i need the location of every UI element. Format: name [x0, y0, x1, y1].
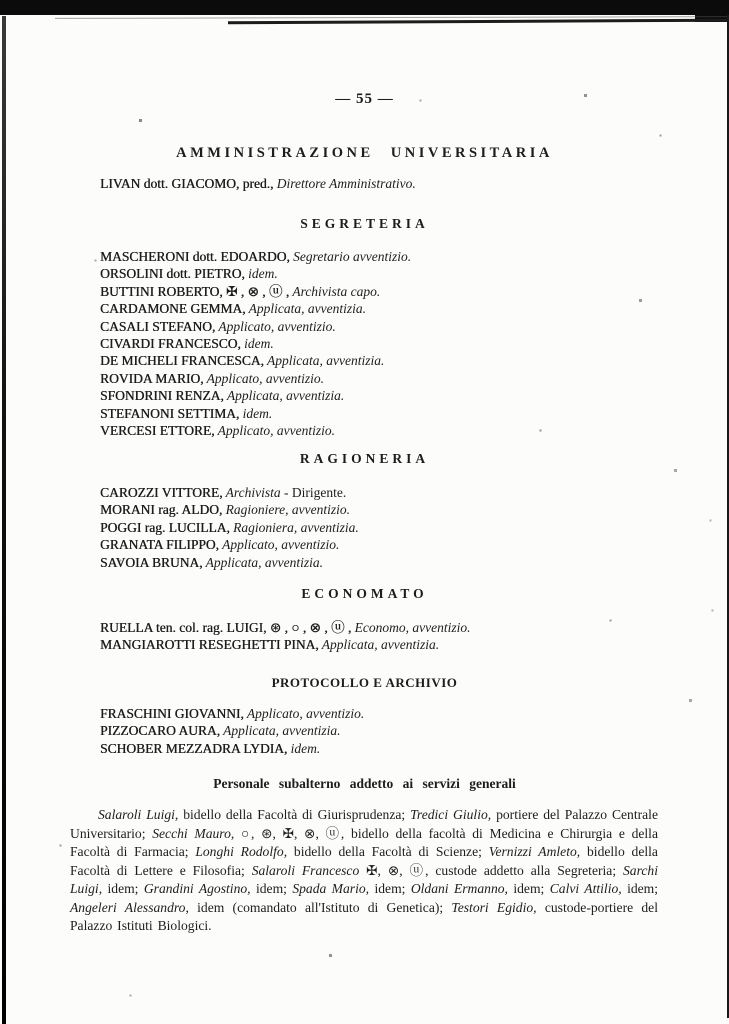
entry-name: POGGI rag. LUCILLA, [100, 519, 230, 535]
directory-entry [100, 387, 411, 404]
entry-name: FRASCHINI GIOVANNI, [100, 706, 244, 721]
entry-name: DE MICHELI FRANCESCA, [100, 353, 264, 369]
scan-top-line-dark [228, 19, 729, 24]
person-name: Secchi Mauro, [152, 825, 235, 841]
entry-role: Applicata, avventizia. [223, 388, 345, 404]
paragraph-text: bidello della Facoltà di Giurisprudenza; [178, 807, 411, 822]
person-name: Calvi Attilio, [549, 881, 622, 896]
person-name: Sarchi Luigi, [70, 862, 658, 896]
directory-entry [100, 370, 411, 387]
person-name: Angeleri Alessandro, [70, 899, 189, 915]
entry-name: RUELLA ten. col. rag. LUIGI, ⊛ , ○ , ⊗ , ⓤ , [100, 620, 352, 635]
entry-name: SFONDRINI RENZA, [100, 388, 224, 404]
entry-role-suffix: - Dirigente. [280, 485, 347, 500]
entry-name: ORSOLINI dott. PIETRO, [100, 266, 245, 282]
directory-entry [100, 501, 359, 518]
paragraph-text: idem; [250, 881, 293, 896]
entry-name: CIVARDI FRANCESCO, [100, 336, 241, 352]
directory-entry [100, 283, 411, 300]
person-name: Testori Egidio, [451, 899, 537, 915]
person-name: Tredici Giulio, [410, 807, 492, 822]
entry-name: ROVIDA MARIO, [100, 370, 204, 386]
directory-entry [100, 318, 411, 335]
directory-entry [100, 352, 411, 369]
person-name: Grandini Agostino, [143, 881, 251, 896]
section-heading-segreteria: SEGRETERIA [300, 216, 429, 231]
directory-entry [100, 619, 470, 636]
directory-entry [100, 248, 411, 265]
paragraph-text: idem; [507, 881, 550, 896]
director-entry [100, 176, 416, 192]
section-heading-protocollo-archivio: PROTOCOLLO E ARCHIVIO [271, 675, 458, 690]
director-name: LIVAN dott. GIACOMO, pred., [100, 176, 274, 191]
entry-role: Archivista [222, 485, 281, 500]
entry-role: Economo, avventizio. [351, 620, 471, 635]
section-entries-segreteria [100, 248, 411, 439]
directory-entry [100, 519, 359, 536]
entry-name: SAVOIA BRUNA, [100, 554, 203, 570]
entry-name: MANGIAROTTI RESEGHETTI PINA, [100, 637, 319, 653]
paragraph-text: portiere del Palazzo Centrale Universitario; [70, 807, 658, 841]
person-name: Salaroli Francesco [251, 862, 360, 878]
scan-left-edge [2, 16, 6, 1024]
directory-entry [100, 335, 411, 352]
directory-entry [100, 740, 364, 757]
entry-name: GRANATA FILIPPO, [100, 537, 219, 553]
entry-name: CASALI STEFANO, [100, 318, 216, 334]
directory-entry [100, 422, 411, 439]
directory-entry [100, 554, 359, 571]
entry-name: CAROZZI VITTORE, [100, 485, 223, 500]
entry-role: Ragioniera, avventizia. [229, 519, 359, 535]
directory-entry [100, 705, 364, 722]
section-heading-ragioneria: RAGIONERIA [299, 451, 430, 466]
person-name: Longhi Rodolfo, [195, 844, 288, 859]
directory-entry [100, 265, 411, 282]
entry-name: MASCHERONI dott. EDOARDO, [100, 249, 290, 264]
entry-name: PIZZOCARO AURA, [100, 723, 221, 739]
paragraph-text: idem; [102, 881, 144, 896]
entry-role: Applicato, avventizio. [215, 318, 336, 334]
director-role: Direttore Amministrativo. [276, 176, 416, 191]
entry-name: MORANI rag. ALDO, [100, 502, 223, 518]
paragraph-text: idem (comandato all'Istituto di Genetica); [188, 899, 452, 915]
paragraph-text: ✠, ⊗, ⓤ, custode addetto alla Segreteria; [359, 862, 623, 878]
entry-role: Applicato, avventizio. [214, 423, 335, 439]
section-entries-protocollo-archivio [100, 705, 364, 757]
person-name: Vernizzi Amleto, [488, 844, 581, 859]
paragraph-text: bidello della Facoltà di Scienze; [287, 844, 489, 859]
entry-role: Applicata, avventizia. [220, 723, 341, 739]
entry-name: STEFANONI SETTIMA, [100, 405, 240, 421]
page-title: AMMINISTRAZIONE UNIVERSITARIA [176, 145, 553, 161]
entry-role: Archivista capo. [289, 283, 381, 299]
directory-entry [100, 300, 411, 317]
subaltern-paragraph [70, 806, 658, 936]
paragraph-text: idem; [621, 881, 659, 896]
section-entries-economato [100, 619, 470, 654]
person-name: Oldani Ermanno, [410, 881, 508, 896]
person-name: Salaroli Luigi, [98, 807, 179, 822]
directory-entry [100, 405, 411, 422]
paragraph-text: idem; [369, 881, 411, 896]
page-number: — 55 — [335, 91, 394, 107]
entry-role: idem. [239, 405, 273, 421]
scan-noise-specks [0, 0, 1, 1]
entry-role: idem. [287, 740, 321, 756]
entry-role: Applicata, avventizia. [263, 353, 385, 369]
section-entries-ragioneria [100, 484, 359, 571]
directory-entry [100, 722, 364, 739]
entry-role: Applicato, avventizio. [203, 370, 324, 386]
directory-entry [100, 484, 359, 501]
entry-name: CARDAMONE GEMMA, [100, 301, 246, 317]
paragraph-text: ○, ⊛, ✠, ⊗, ⓤ, bidello della facoltà di Medicina e Chirurgia e della Facoltà di Farmacia; [70, 825, 658, 859]
directory-entry [100, 636, 470, 653]
entry-role: Segretario avventizio. [289, 249, 412, 264]
entry-name: SCHOBER MEZZADRA LYDIA, [100, 740, 288, 756]
entry-role: Applicato, avventizio. [218, 537, 340, 553]
paragraph-text: bidello della Facoltà di Lettere e Filosofia; [70, 844, 658, 878]
entry-role: Applicata, avventizia. [202, 554, 324, 570]
section-heading-economato: ECONOMATO [301, 586, 428, 601]
entry-role: Applicata, avventizia. [245, 301, 366, 317]
paragraph-text: custode-portiere del Palazzo Istituti Biologici. [70, 899, 658, 933]
entry-role: Applicata, avventizia. [318, 637, 440, 653]
entry-name: VERCESI ETTORE, [100, 423, 215, 439]
entry-role: idem. [240, 336, 274, 352]
directory-entry [100, 536, 359, 553]
entry-role: Applicato, avventizio. [243, 706, 365, 721]
person-name: Spada Mario, [292, 881, 370, 896]
entry-role: Ragioniere, avventizio. [222, 502, 350, 518]
subaltern-heading: Personale subalterno addetto ai servizi generali [213, 776, 516, 791]
entry-role: idem. [244, 266, 278, 282]
entry-name: BUTTINI ROBERTO, ✠ , ⊗ , ⓤ , [100, 283, 290, 299]
scan-top-edge [0, 0, 729, 15]
